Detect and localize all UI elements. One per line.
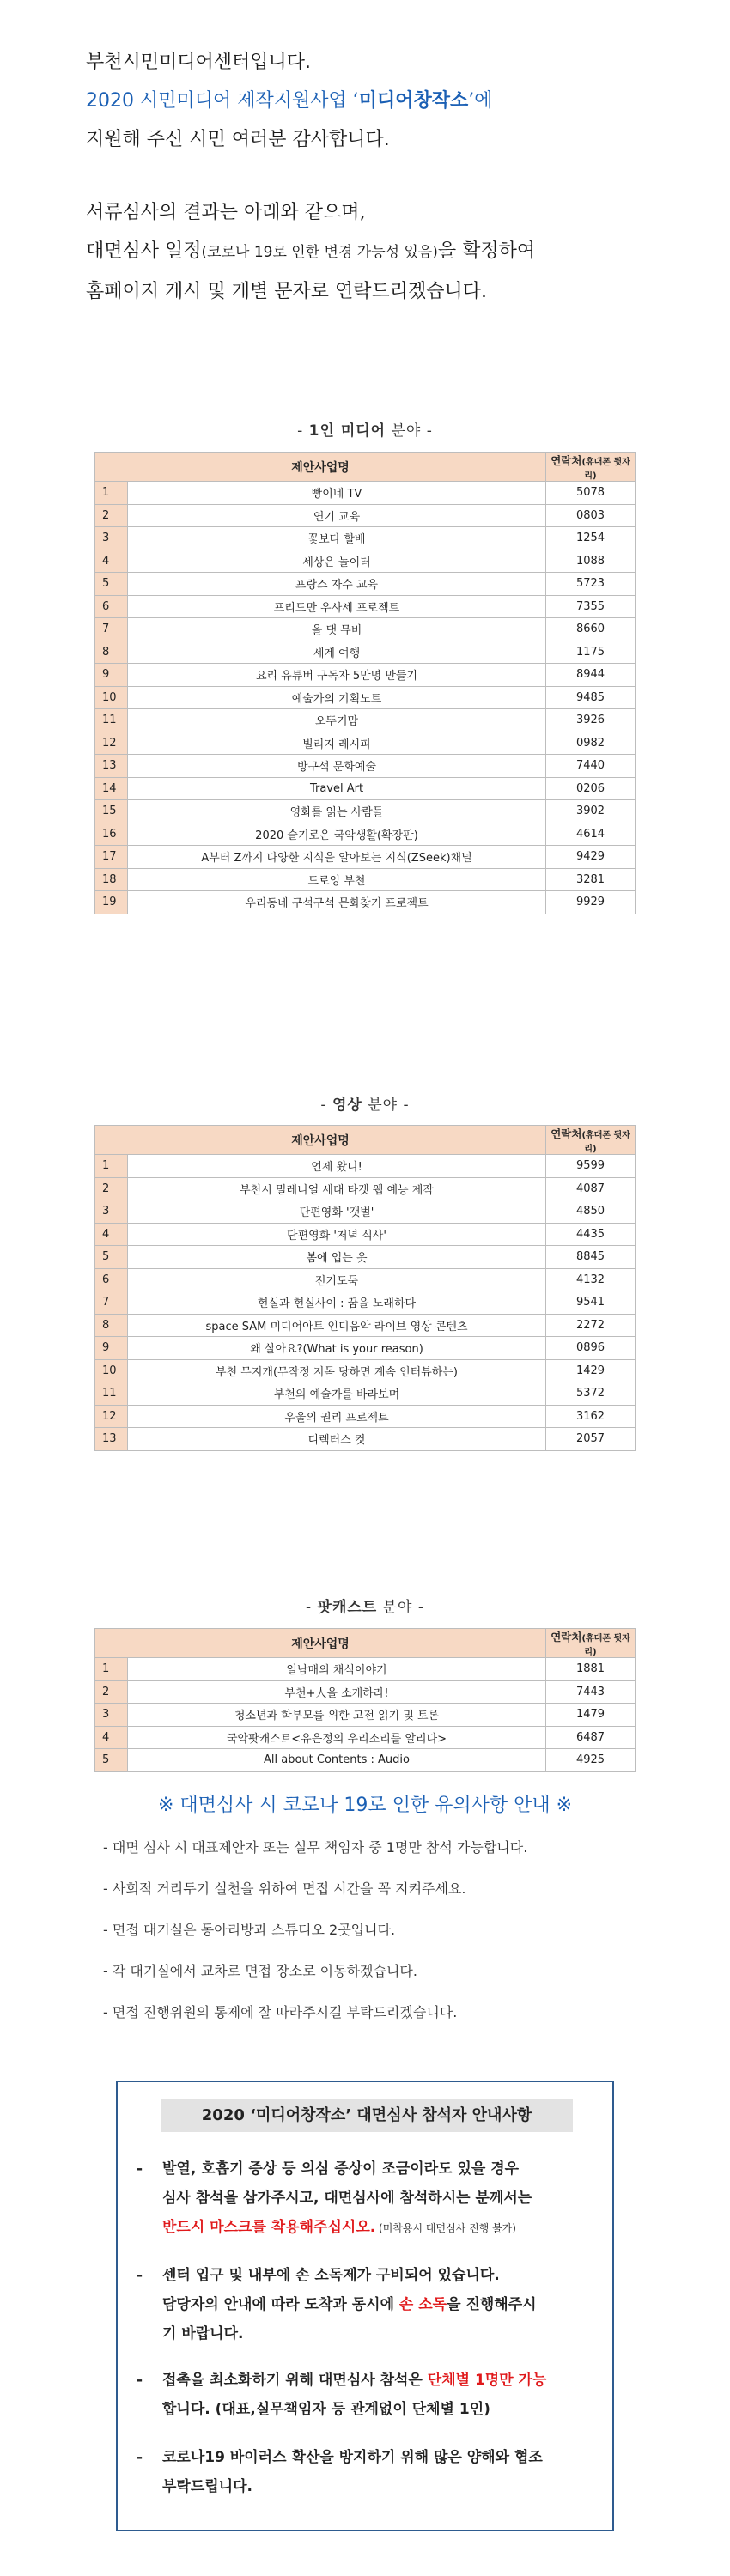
row-number: 4 <box>95 1223 128 1246</box>
table-row <box>95 1680 636 1704</box>
proposal-name: All about Contents : Audio <box>128 1749 546 1772</box>
table-header-row <box>95 453 636 482</box>
table-row <box>95 1726 636 1749</box>
table-row <box>95 482 636 505</box>
section-title-fragment: - <box>297 422 309 440</box>
row-number: 6 <box>95 595 128 618</box>
contact-digits: 8660 <box>546 618 636 641</box>
intro-line <box>86 193 670 232</box>
contact-digits: 6487 <box>546 1726 636 1749</box>
row-number: 8 <box>95 1314 128 1337</box>
proposal-name: 2020 슬기로운 국악생활(확장판) <box>128 823 546 846</box>
contact-digits: 7440 <box>546 755 636 778</box>
contact-digits: 9429 <box>546 846 636 869</box>
proposal-name: 단편영화 '갯벌' <box>128 1200 546 1224</box>
section-title-category: 팟캐스트 <box>317 1599 378 1616</box>
proposal-name: 빵이네 TV <box>128 482 546 505</box>
table-row <box>95 1291 636 1315</box>
table-row <box>95 664 636 687</box>
table-row <box>95 1749 636 1772</box>
proposal-name: 세계 여행 <box>128 641 546 664</box>
notice-item: - 각 대기실에서 교차로 면접 장소로 이동하겠습니다. <box>103 1963 417 1979</box>
contact-digits: 9599 <box>546 1155 636 1178</box>
contact-digits: 5723 <box>546 573 636 596</box>
table-row <box>95 891 636 914</box>
section-title-fragment: 분야 - <box>386 422 433 440</box>
header-contact-label: 연락처 <box>551 1127 582 1140</box>
contact-digits: 5372 <box>546 1382 636 1406</box>
section-title-video <box>0 1092 730 1114</box>
contact-digits: 8944 <box>546 664 636 687</box>
proposal-name: 단편영화 '저녁 식사' <box>128 1223 546 1246</box>
bullet-dash: - <box>137 2372 143 2389</box>
guide-text-fragment: 담당자의 안내에 따라 도착과 동시에 <box>162 2296 399 2313</box>
proposal-name: 디렉터스 컷 <box>128 1428 546 1451</box>
results-table-video <box>94 1125 636 1451</box>
contact-digits: 7355 <box>546 595 636 618</box>
guide-item-symptoms <box>137 2154 600 2243</box>
row-number: 1 <box>95 1658 128 1681</box>
guide-line: 센터 입구 및 내부에 손 소독제가 구비되어 있습니다. <box>162 2267 500 2284</box>
table-row <box>95 1177 636 1200</box>
row-number: 10 <box>95 1359 128 1382</box>
proposal-name: 오뚜기맘 <box>128 709 546 732</box>
table-row <box>95 1704 636 1727</box>
contact-digits: 9541 <box>546 1291 636 1315</box>
table-row <box>95 618 636 641</box>
results-table-podcast <box>94 1628 636 1772</box>
row-number: 11 <box>95 709 128 732</box>
table-row <box>95 527 636 550</box>
mask-note: (미착용시 대면심사 진행 불가) <box>375 2222 516 2234</box>
mask-warning: 반드시 마스크를 착용해주십시오. <box>162 2219 376 2236</box>
table-row <box>95 1337 636 1360</box>
table-row <box>95 504 636 527</box>
guide-line <box>162 2366 600 2395</box>
row-number: 4 <box>95 1726 128 1749</box>
table-row <box>95 709 636 732</box>
row-number: 2 <box>95 1177 128 1200</box>
contact-digits: 7443 <box>546 1680 636 1704</box>
contact-digits: 8845 <box>546 1246 636 1269</box>
contact-digits: 1254 <box>546 527 636 550</box>
intro-line <box>86 272 670 311</box>
header-name: 제안사업명 <box>95 1126 546 1155</box>
proposal-name: 왜 살아요?(What is your reason) <box>128 1337 546 1360</box>
contact-digits: 0982 <box>546 732 636 755</box>
proposal-name: 요리 유튜버 구독자 5만명 만들기 <box>128 664 546 687</box>
proposal-name: 부천 무지개(무작정 지목 당하면 계속 인터뷰하는) <box>128 1359 546 1382</box>
table-row <box>95 846 636 869</box>
contact-digits: 1088 <box>546 550 636 573</box>
table-row <box>95 1658 636 1681</box>
header-contact <box>546 1126 636 1155</box>
proposal-name: 전기도둑 <box>128 1268 546 1291</box>
intro-text-fragment: 을 확정하여 <box>437 240 536 262</box>
intro-line <box>86 232 670 272</box>
contact-digits: 2272 <box>546 1314 636 1337</box>
section-title-fragment: 분야 - <box>377 1599 425 1616</box>
row-number: 1 <box>95 482 128 505</box>
contact-digits: 2057 <box>546 1428 636 1451</box>
contact-digits: 3926 <box>546 709 636 732</box>
guide-item-one-person <box>137 2366 600 2424</box>
proposal-name: 프리드만 우사세 프로젝트 <box>128 595 546 618</box>
table-row <box>95 1246 636 1269</box>
contact-digits: 1175 <box>546 641 636 664</box>
contact-digits: 0206 <box>546 777 636 800</box>
intro-line <box>86 43 670 82</box>
intro-text-fragment: 2020 시민미디어 제작지원사업 ‘ <box>86 90 359 112</box>
header-contact-label: 연락처 <box>551 454 582 467</box>
intro-text-fragment: ’에 <box>468 90 493 112</box>
contact-digits: 0803 <box>546 504 636 527</box>
intro-text-fragment: 홈페이지 게시 및 개별 문자로 연락드리겠습니다. <box>86 281 488 302</box>
proposal-name: 부천의 예술가를 바라보며 <box>128 1382 546 1406</box>
row-number: 8 <box>95 641 128 664</box>
table-row <box>95 1155 636 1178</box>
intro-line <box>86 120 670 159</box>
proposal-name: A부터 Z까지 다양한 지식을 알아보는 지식(ZSeek)채널 <box>128 846 546 869</box>
section-title-one-person-media <box>0 418 730 440</box>
contact-digits: 4435 <box>546 1223 636 1246</box>
proposal-name: 빌리지 레시피 <box>128 732 546 755</box>
hand-sanitize-highlight: 손 소독 <box>398 2296 447 2313</box>
guide-line <box>162 2290 600 2319</box>
table-row <box>95 1314 636 1337</box>
table-row <box>95 755 636 778</box>
header-name: 제안사업명 <box>95 453 546 482</box>
row-number: 2 <box>95 504 128 527</box>
table-row <box>95 1382 636 1406</box>
one-person-highlight: 단체별 1명만 가능 <box>427 2372 547 2389</box>
guide-text-fragment: 접촉을 최소화하기 위해 대면심사 참석은 <box>162 2372 428 2389</box>
table-header-row <box>95 1629 636 1658</box>
section-title-fragment: 분야 - <box>362 1097 410 1114</box>
guide-text-fragment: 을 진행해주시 <box>447 2296 537 2313</box>
row-number: 6 <box>95 1268 128 1291</box>
intro-greeting: 부천시민미디어센터입니다. <box>86 52 312 73</box>
row-number: 19 <box>95 891 128 914</box>
notice-item: - 면접 대기실은 동아리방과 스튜디오 2곳입니다. <box>103 1922 396 1938</box>
row-number: 7 <box>95 1291 128 1315</box>
guide-line <box>162 2213 600 2243</box>
row-number: 3 <box>95 1704 128 1727</box>
contact-digits: 9485 <box>546 686 636 709</box>
contact-digits: 1881 <box>546 1658 636 1681</box>
guide-title-fragment: ’ 대면심사 참석자 안내사항 <box>345 2106 532 2124</box>
proposal-name: space SAM 미디어아트 인디음악 라이브 영상 콘텐츠 <box>128 1314 546 1337</box>
proposal-name: 영화를 읽는 사람들 <box>128 800 546 823</box>
bullet-dash: - <box>137 2267 143 2284</box>
guide-line: 발열, 호흡기 증상 등 의심 증상이 조금이라도 있을 경우 <box>162 2160 520 2178</box>
header-contact-note: (휴대폰 뒷자리) <box>581 458 630 481</box>
proposal-name: 일남매의 채식이야기 <box>128 1658 546 1681</box>
section-title-fragment: - <box>305 1599 318 1616</box>
results-table-one-person-media <box>94 452 636 914</box>
proposal-name: 청소년과 학부모를 위한 고전 읽기 및 토론 <box>128 1704 546 1727</box>
intro-text <box>86 43 670 311</box>
proposal-name: 예술가의 기획노트 <box>128 686 546 709</box>
proposal-name: 꽃보다 할배 <box>128 527 546 550</box>
proposal-name: 부천시 밀레니얼 세대 타겟 웹 예능 제작 <box>128 1177 546 1200</box>
section-title-podcast <box>0 1595 730 1616</box>
notice-item: - 대면 심사 시 대표제안자 또는 실무 책임자 중 1명만 참석 가능합니다. <box>103 1839 528 1856</box>
proposal-name: 부천+人을 소개하라! <box>128 1680 546 1704</box>
guide-item-cooperation <box>137 2443 600 2501</box>
guide-title-fragment: 2020 ‘ <box>201 2106 256 2124</box>
row-number: 13 <box>95 1428 128 1451</box>
proposal-name: 현실과 현실사이 : 꿈을 노래하다 <box>128 1291 546 1315</box>
guide-line: 합니다. (대표,실무책임자 등 관계없이 단체별 1인) <box>162 2401 490 2418</box>
attendee-guide-box <box>116 2081 614 2531</box>
row-number: 7 <box>95 618 128 641</box>
contact-digits: 3281 <box>546 868 636 891</box>
contact-digits: 1479 <box>546 1704 636 1727</box>
row-number: 14 <box>95 777 128 800</box>
table-row <box>95 823 636 846</box>
guide-item-sanitizer <box>137 2261 600 2348</box>
contact-digits: 4132 <box>546 1268 636 1291</box>
guide-line: 코로나19 바이러스 확산을 방지하기 위해 많은 양해와 협조 <box>162 2449 543 2466</box>
guide-title-program: 미디어창작소 <box>255 2106 346 2124</box>
row-number: 4 <box>95 550 128 573</box>
contact-digits: 9929 <box>546 891 636 914</box>
header-contact-label: 연락처 <box>551 1631 582 1643</box>
row-number: 13 <box>95 755 128 778</box>
row-number: 17 <box>95 846 128 869</box>
row-number: 3 <box>95 1200 128 1224</box>
guide-line: 심사 참석을 삼가주시고, 대면심사에 참석하시는 분께서는 <box>162 2190 532 2207</box>
row-number: 2 <box>95 1680 128 1704</box>
notice-item: - 면접 진행위원의 통제에 잘 따라주시길 부탁드리겠습니다. <box>103 2004 458 2020</box>
table-header-row <box>95 1126 636 1155</box>
header-contact-note: (휴대폰 뒷자리) <box>581 1634 630 1657</box>
contact-digits: 5078 <box>546 482 636 505</box>
notice-item: - 사회적 거리두기 실천을 위하여 면접 시간을 꼭 지켜주세요. <box>103 1880 466 1897</box>
table-row <box>95 686 636 709</box>
contact-digits: 4614 <box>546 823 636 846</box>
attendee-guide-title <box>161 2099 573 2132</box>
table-row <box>95 641 636 664</box>
row-number: 12 <box>95 1405 128 1428</box>
row-number: 5 <box>95 1749 128 1772</box>
section-title-fragment: - <box>320 1097 332 1114</box>
row-number: 9 <box>95 1337 128 1360</box>
header-name: 제안사업명 <box>95 1629 546 1658</box>
guide-line: 부탁드립니다. <box>162 2478 252 2495</box>
bullet-dash: - <box>137 2160 143 2178</box>
table-row <box>95 573 636 596</box>
proposal-name: 봄에 입는 옷 <box>128 1246 546 1269</box>
table-row <box>95 550 636 573</box>
header-contact <box>546 453 636 482</box>
contact-digits: 3902 <box>546 800 636 823</box>
proposal-name: 국악팟캐스트<유은정의 우리소리를 알리다> <box>128 1726 546 1749</box>
row-number: 10 <box>95 686 128 709</box>
intro-thanks: 지원해 주신 시민 여러분 감사합니다. <box>86 129 390 150</box>
section-title-category: 영상 <box>332 1097 362 1114</box>
intro-text-fragment: 서류심사의 결과는 아래와 같으며, <box>86 202 366 223</box>
contact-digits: 0896 <box>546 1337 636 1360</box>
proposal-name: 프랑스 자수 교육 <box>128 573 546 596</box>
table-row <box>95 595 636 618</box>
notice-title: ※ 대면심사 시 코로나 19로 인한 유의사항 안내 ※ <box>157 1795 573 1816</box>
table-row <box>95 800 636 823</box>
proposal-name: 언제 왔니! <box>128 1155 546 1178</box>
program-name: 미디어창작소 <box>358 90 469 112</box>
proposal-name: 우울의 권리 프로젝트 <box>128 1405 546 1428</box>
section-title-category: 1인 미디어 <box>308 422 386 440</box>
proposal-name: 세상은 놀이터 <box>128 550 546 573</box>
guide-line: 기 바랍니다. <box>162 2325 244 2342</box>
proposal-name: 방구석 문화예술 <box>128 755 546 778</box>
proposal-name: Travel Art <box>128 777 546 800</box>
intro-note: (코로나 19로 인한 변경 가능성 있음) <box>201 244 438 261</box>
table-row <box>95 868 636 891</box>
contact-digits: 4925 <box>546 1749 636 1772</box>
row-number: 11 <box>95 1382 128 1406</box>
table-row <box>95 1200 636 1224</box>
row-number: 3 <box>95 527 128 550</box>
proposal-name: 우리동네 구석구석 문화찾기 프로젝트 <box>128 891 546 914</box>
bullet-dash: - <box>137 2449 143 2466</box>
table-row <box>95 1405 636 1428</box>
row-number: 16 <box>95 823 128 846</box>
notice-list <box>103 1827 687 2033</box>
row-number: 5 <box>95 1246 128 1269</box>
row-number: 5 <box>95 573 128 596</box>
contact-digits: 1429 <box>546 1359 636 1382</box>
table-row <box>95 1223 636 1246</box>
proposal-name: 연기 교육 <box>128 504 546 527</box>
row-number: 18 <box>95 868 128 891</box>
proposal-name: 드로잉 부천 <box>128 868 546 891</box>
row-number: 12 <box>95 732 128 755</box>
table-row <box>95 1268 636 1291</box>
intro-line <box>86 82 670 120</box>
row-number: 9 <box>95 664 128 687</box>
row-number: 15 <box>95 800 128 823</box>
contact-digits: 4850 <box>546 1200 636 1224</box>
proposal-name: 올 댓 뮤비 <box>128 618 546 641</box>
table-row <box>95 1428 636 1451</box>
row-number: 1 <box>95 1155 128 1178</box>
table-row <box>95 732 636 755</box>
header-contact <box>546 1629 636 1658</box>
intro-text-fragment: 대면심사 일정 <box>86 240 202 262</box>
header-contact-note: (휴대폰 뒷자리) <box>581 1131 630 1154</box>
contact-digits: 4087 <box>546 1177 636 1200</box>
contact-digits: 3162 <box>546 1405 636 1428</box>
table-row <box>95 1359 636 1382</box>
table-row <box>95 777 636 800</box>
